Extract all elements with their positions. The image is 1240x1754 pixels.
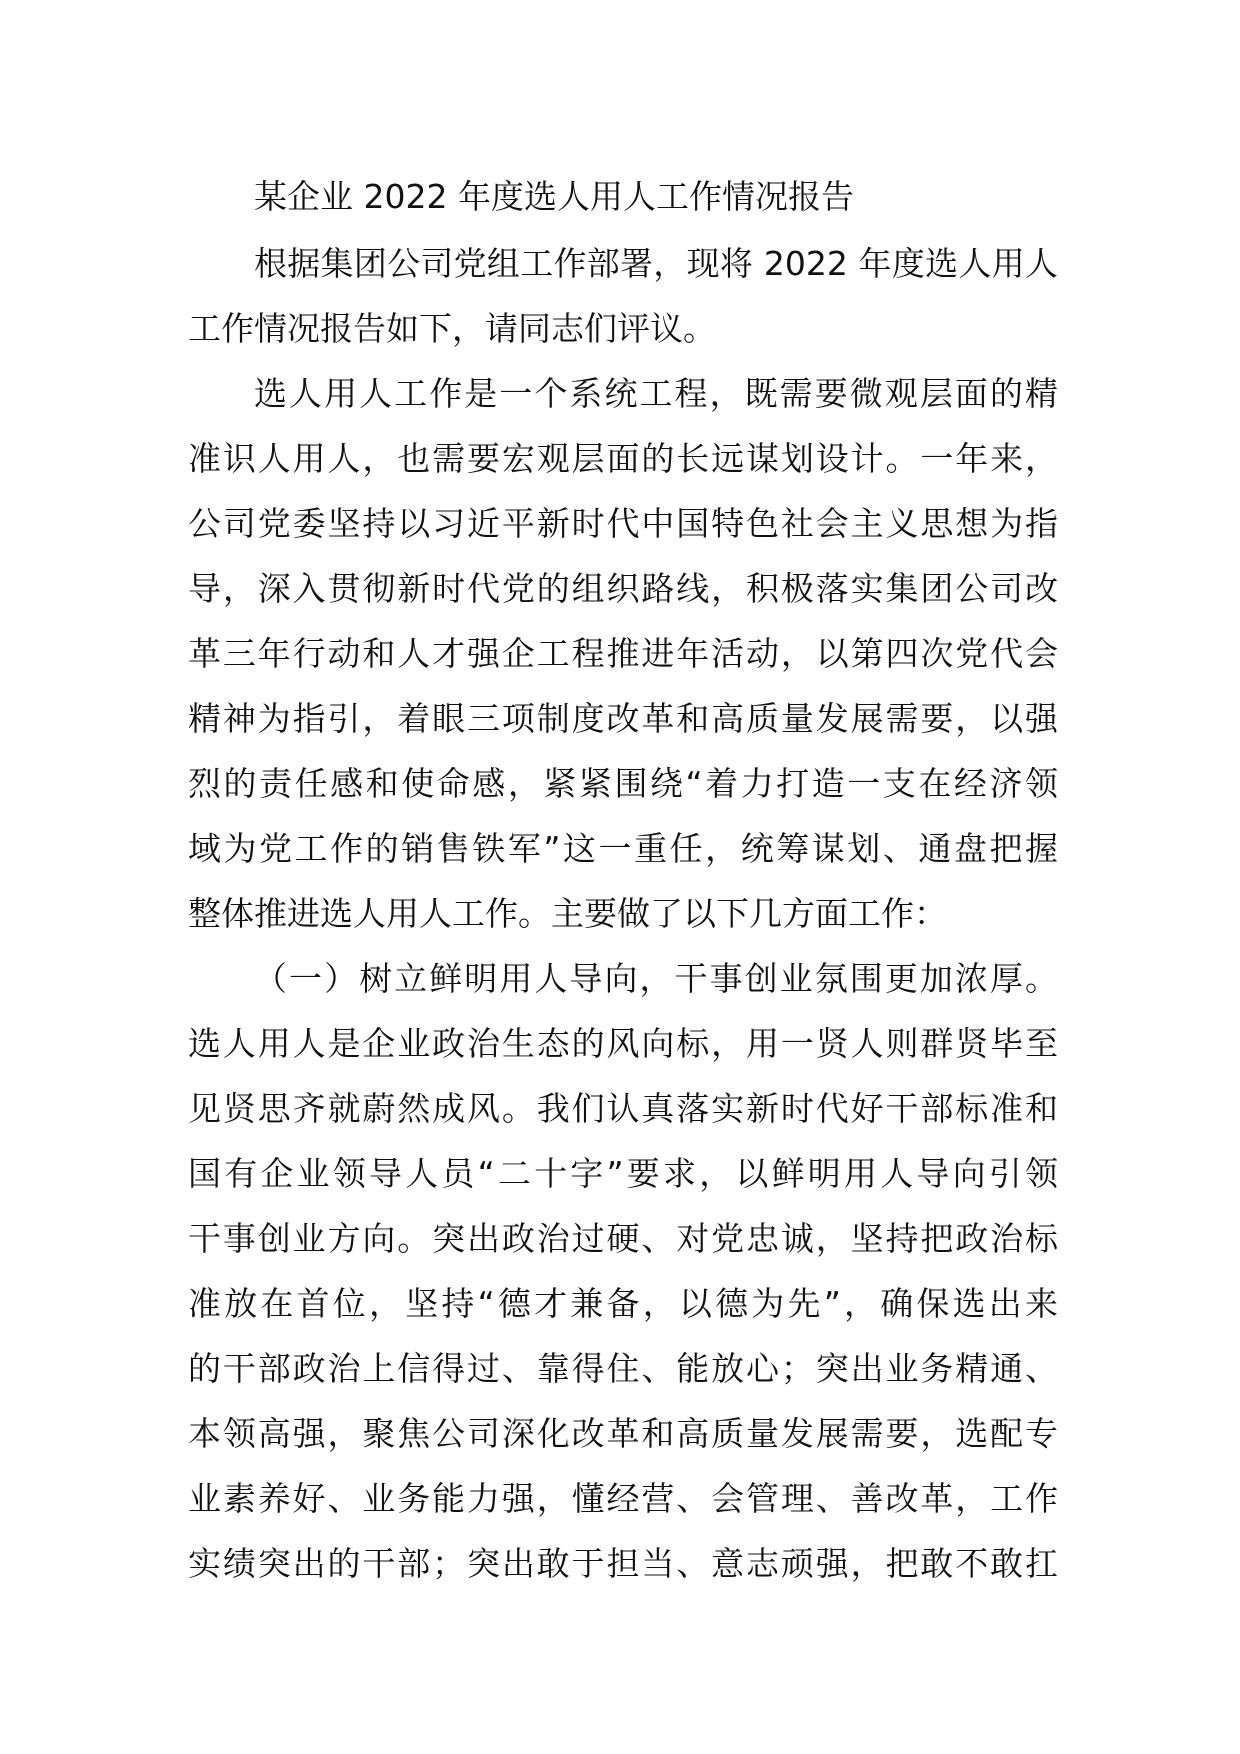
- text-line: 域为党工作的销售铁军”这一重任，统筹谋划、通盘把握: [188, 829, 1058, 868]
- text-line: 精神为指引，着眼三项制度改革和高质量发展需要，以强: [188, 699, 1058, 738]
- document-body: [188, 164, 1058, 1596]
- text-line: 的干部政治上信得过、靠得住、能放心；突出业务精通、: [188, 1349, 1058, 1388]
- text-line: 公司党委坚持以习近平新时代中国特色社会主义思想为指: [188, 504, 1058, 543]
- document-title: 某企业 2022 年度选人用人工作情况报告: [254, 177, 854, 216]
- text-line: 准放在首位，坚持“德才兼备，以德为先”，确保选出来: [188, 1284, 1058, 1323]
- paragraph-intro: [188, 231, 1058, 361]
- text-line: 整体推进选人用人工作。主要做了以下几方面工作：: [188, 894, 947, 933]
- paragraph-section-1: [188, 946, 1058, 1596]
- text-line: 实绩突出的干部；突出敢于担当、意志顽强，把敢不敢扛: [188, 1544, 1058, 1583]
- text-line: 工作情况报告如下，请同志们评议。: [188, 309, 716, 348]
- text-line: 选人用人工作是一个系统工程，既需要微观层面的精: [254, 374, 1058, 413]
- text-line: 准识人用人，也需要宏观层面的长远谋划设计。一年来，: [188, 439, 1058, 478]
- text-line: 选人用人是企业政治生态的风向标，用一贤人则群贤毕至: [188, 1024, 1058, 1063]
- text-line: 革三年行动和人才强企工程推进年活动，以第四次党代会: [188, 634, 1058, 673]
- text-line: 见贤思齐就蔚然成风。我们认真落实新时代好干部标准和: [188, 1089, 1058, 1128]
- text-line: 导，深入贯彻新时代党的组织路线，积极落实集团公司改: [188, 569, 1058, 608]
- text-line: 业素养好、业务能力强，懂经营、会管理、善改革，工作: [188, 1479, 1058, 1518]
- text-line: 烈的责任感和使命感，紧紧围绕“着力打造一支在经济领: [188, 764, 1058, 803]
- paragraph-overview: [188, 361, 1058, 946]
- text-line: 本领高强，聚焦公司深化改革和高质量发展需要，选配专: [188, 1414, 1058, 1453]
- section-heading-line: （一）树立鲜明用人导向，干事创业氛围更加浓厚。: [254, 959, 1058, 998]
- text-line: 根据集团公司党组工作部署，现将 2022 年度选人用人: [254, 244, 1058, 283]
- text-line: 干事创业方向。突出政治过硬、对党忠诚，坚持把政治标: [188, 1219, 1058, 1258]
- text-line: 国有企业领导人员“二十字”要求，以鲜明用人导向引领: [188, 1154, 1058, 1193]
